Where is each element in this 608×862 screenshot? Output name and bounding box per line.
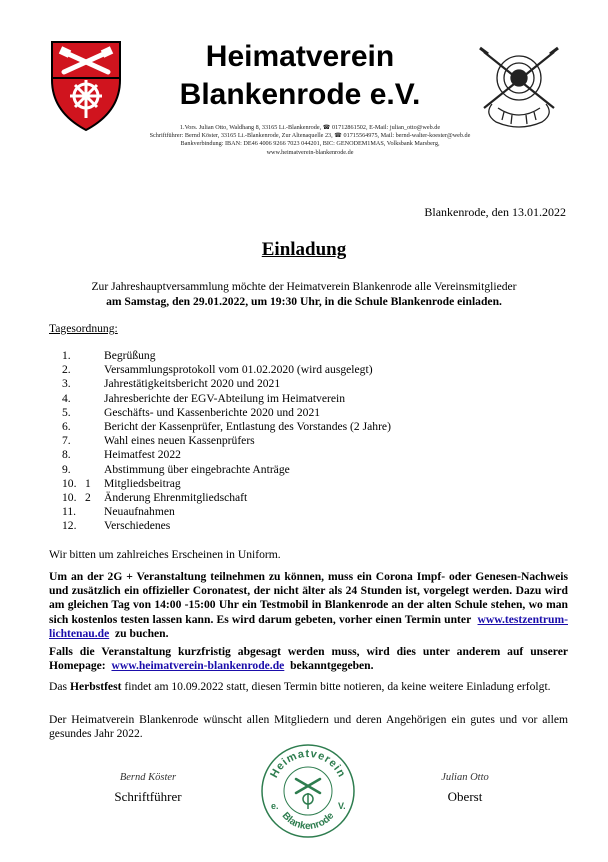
item-number: 4.: [62, 391, 71, 405]
herbstfest-prefix: Das: [49, 680, 68, 693]
item-number: 12.: [62, 519, 77, 533]
intro-text: [40, 279, 568, 309]
signature-right-role: Oberst: [447, 789, 483, 804]
corona-paragraph: [49, 570, 568, 641]
signature-left-role: Schriftführer: [114, 789, 182, 804]
contact-line: Schriftführer: Bernd Köster, 33165 Li.-Blankenrode, Zur Altenaquelle 23, ☎ 01715564975, Mail: bernd-walter-koester@web.de: [149, 132, 471, 140]
club-stamp-icon: [260, 743, 356, 839]
stamp-left-text: e.: [271, 801, 279, 811]
website-line: www.heimatverein-blankenrode.de: [266, 148, 354, 156]
cancel-suffix: bekanntgegeben.: [290, 659, 374, 673]
cancel-paragraph: [49, 645, 568, 673]
item-label: Wahl eines neuen Kassenprüfers: [104, 434, 255, 448]
stamp-top-text: Heimatverein: [268, 747, 348, 780]
letterhead-contact: [90, 124, 530, 157]
title-line-2: Blankenrode e.V.: [179, 78, 421, 111]
item-label: Jahresberichte der EGV-Abteilung im Heimatverein: [104, 391, 346, 405]
agenda-label: Tagesordnung:: [49, 322, 118, 335]
herbstfest-bold: Herbstfest: [69, 680, 122, 693]
item-label: Neuaufnahmen: [104, 505, 175, 519]
item-label: Geschäfts- und Kassenberichte 2020 und 2021: [104, 405, 321, 419]
title-line-1: Heimatverein: [205, 40, 395, 73]
item-label: Heimatfest 2022: [104, 448, 181, 462]
item-label: Versammlungsprotokoll vom 01.02.2020 (wird ausgelegt): [104, 363, 373, 377]
item-number: 5.: [62, 405, 71, 419]
signature-left: Bernd Köster: [119, 772, 177, 783]
corona-suffix: zu buchen.: [115, 626, 169, 640]
uniform-note: Wir bitten um zahlreiches Erscheinen in Uniform.: [49, 548, 281, 561]
item-number: 9.: [62, 462, 71, 476]
contact-line: 1.Vors. Julian Otto, Waldhang 8, 33165 Li.-Blankenrode, ☎ 01712861502, E-Mail: julian_otto@web.de: [179, 124, 441, 131]
cancel-text: Falls die Veranstaltung kurzfristig abgesagt werden muss, wird dies unter anderem auf unserer Homepage:: [49, 645, 568, 673]
item-label: Abstimmung über eingebrachte Anträge: [104, 462, 290, 476]
shooting-emblem-icon: [478, 42, 560, 128]
item-label: Verschiedenes: [104, 519, 171, 533]
coat-of-arms-icon: [50, 40, 122, 132]
item-number: 3.: [62, 377, 71, 391]
item-number: 6.: [62, 419, 71, 433]
corona-text: Um an der 2G + Veranstaltung teilnehmen zu können, muss ein Corona Impf- oder Genesen-Nachweis und zusätzlich ein offizieller Coronatest, der nicht älter als 24 Stunden ist, vorgelegt werden. Dazu wird am gleichen Tag von 14:00 -15:00 Uhr ein Testmobil in Blankenrode an der alten Schule stehen, wo man sich kostenlos testen lassen kann. Es wird darum gebeten, vorher einen Termin unter: [49, 570, 568, 626]
contact-line: Bankverbindung: IBAN: DE46 4006 9266 7023 044201, BIC: GENODEM1MAS, Volksbank Marsberg,: [180, 140, 440, 148]
item-label: Änderung Ehrenmitgliedschaft: [104, 490, 248, 504]
item-label: Jahrestätigkeitsbericht 2020 und 2021: [104, 377, 281, 391]
item-number: 7.: [62, 434, 71, 448]
intro-line: Zur Jahreshauptversammlung möchte der Heimatverein Blankenrode alle Vereinsmitglieder: [91, 280, 517, 293]
item-number: 10.: [62, 476, 77, 490]
intro-date-line: am Samstag, den 29.01.2022, um 19:30 Uhr, in die Schule Blankenrode einladen.: [106, 295, 502, 308]
page-title: Einladung: [261, 239, 347, 260]
testzentrum-link[interactable]: www.testzentrum-lichtenau.de: [49, 612, 568, 640]
herbstfest-paragraph: [49, 680, 568, 694]
stamp-bottom-text: Blankenrode: [279, 810, 337, 833]
closing-paragraph: Der Heimatverein Blankenrode wünscht allen Mitgliedern und deren Angehörigen ein gutes und vor allem gesundes Jahr 2022.: [49, 713, 568, 741]
date-line: Blankenrode, den 13.01.2022: [424, 205, 566, 219]
item-label: Bericht der Kassenprüfer, Entlastung des Vorstandes (2 Jahre): [104, 419, 391, 433]
item-sub: 1: [85, 476, 91, 490]
stamp-right-text: V.: [338, 801, 346, 811]
item-sub: 2: [85, 490, 91, 504]
item-number: 2.: [62, 363, 71, 377]
item-number: 10.: [62, 490, 77, 504]
homepage-link[interactable]: www.heimatverein-blankenrode.de: [111, 659, 285, 673]
signature-right: Julian Otto: [441, 772, 489, 783]
item-number: 8.: [62, 448, 71, 462]
item-number: 11.: [62, 505, 77, 519]
item-label: Mitgliedsbeitrag: [104, 476, 181, 490]
item-label: Begrüßung: [104, 349, 156, 362]
item-number: 1.: [62, 349, 71, 362]
herbstfest-rest: findet am 10.09.2022 statt, diesen Termin bitte notieren, da keine weitere Einladung erfolgt.: [124, 680, 551, 693]
